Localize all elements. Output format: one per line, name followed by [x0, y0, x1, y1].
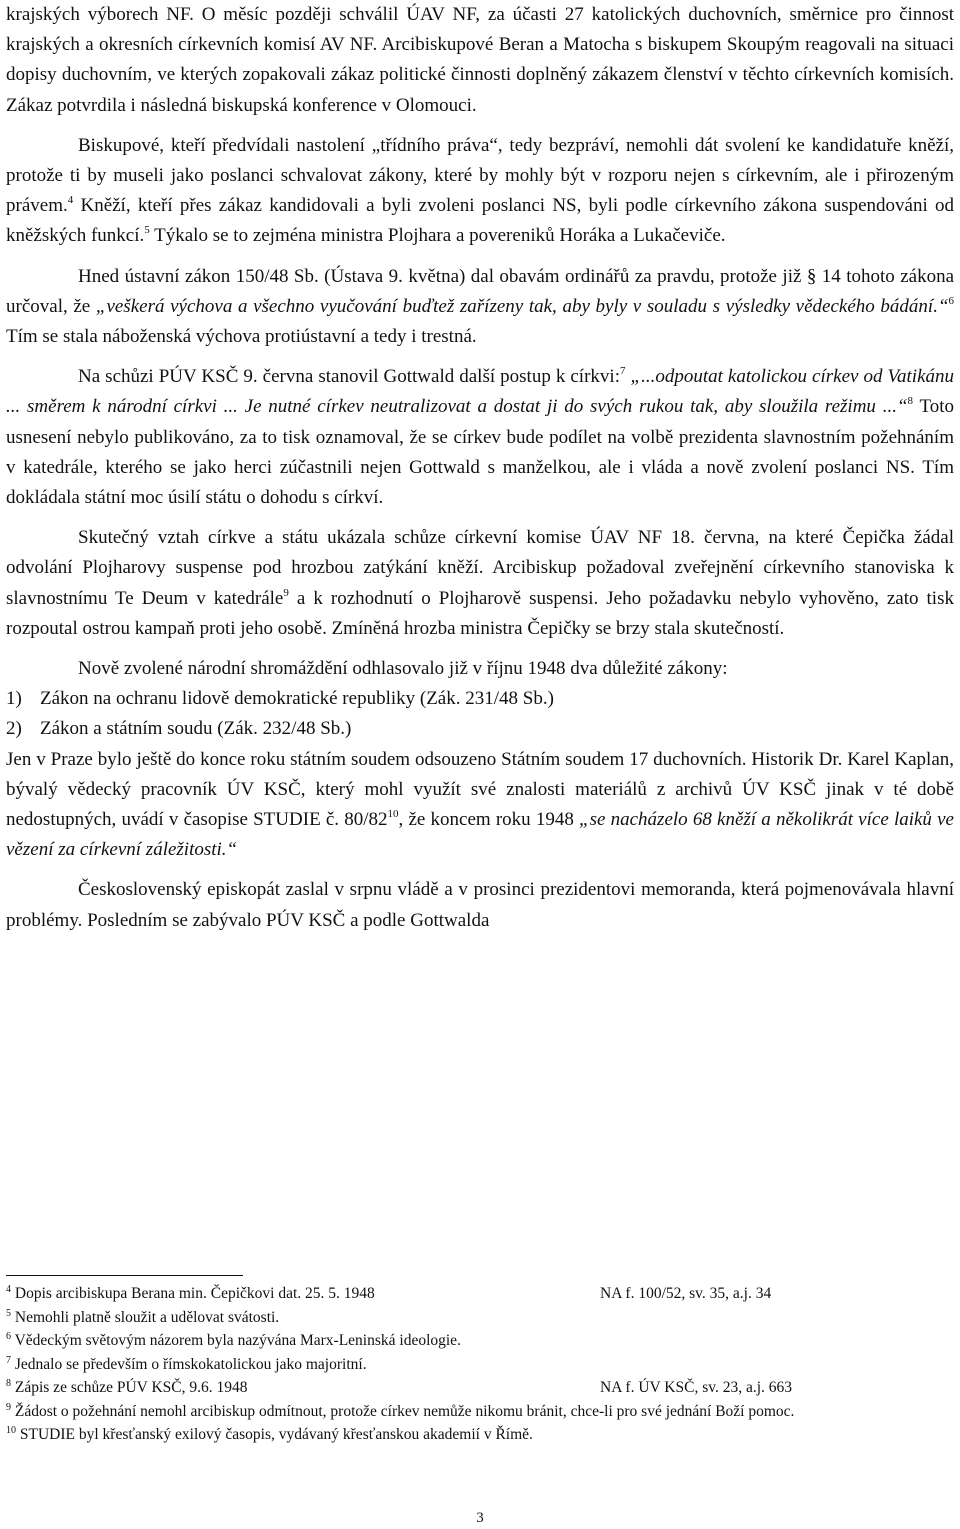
- footnote-number: 10: [6, 1425, 16, 1436]
- paragraph-1: [6, 0, 954, 121]
- list-item: [6, 684, 954, 714]
- paragraph-5: [6, 523, 954, 644]
- footnote-10: [6, 1423, 954, 1447]
- paragraph-1-text: krajských výborech NF. O měsíc později schválil ÚAV NF, za účasti 27 katolických duchovních, směrnice pro činnost krajských a okresních církevních komisí AV NF. Arcibiskupové Beran a Matocha s biskupem Skoupým reagovali na situaci dopisy duchovním, ve kterých zopakovali zákaz politické činnosti doplněný zákazem členství v těchto církevních komisích. Zákaz potvrdila i následná biskupská konference v Olomouci.: [6, 4, 954, 116]
- paragraph-3-text-b: Tím se stala náboženská výchova protiústavní a tedy i trestná.: [6, 326, 477, 348]
- footnote-ref-4: 4: [67, 194, 74, 207]
- paragraph-8-text: Československý episkopát zaslal v srpnu vládě a v prosinci prezidentovi memoranda, která pojmenovávala hlavní problémy. Posledním se zabývalo PÚV KSČ a podle Gottwalda: [6, 879, 954, 931]
- list-item: [6, 714, 954, 744]
- list-item-number: 1): [6, 688, 22, 710]
- footnote-ref-8: 8: [907, 395, 914, 408]
- footnote-ref-9: 9: [283, 586, 289, 599]
- footnote-8: [6, 1376, 954, 1400]
- footnote-text: Dopis arcibiskupa Berana min. Čepičkovi dat. 25. 5. 1948: [14, 1285, 375, 1302]
- paragraph-4-quote: „...odpoutat katolickou církev od Vatikánu ... směrem k národní církvi ... Je nutné církev neutralizovat a dostat ji do svých rukou tak, aby sloužila režimu ...“: [6, 366, 955, 418]
- paragraph-3: [6, 262, 954, 353]
- paragraph-7-text-a: Jen v Praze bylo ještě do konce roku státním soudem odsouzeno Státním soudem 17 duchovních. Historik Dr. Karel Kaplan, bývalý vědecký pracovník ÚV KSČ, který mohl využít své znalosti materiálů z archivů ÚV KSČ jinak v té době nedostupných, uvádí v časopise STUDIE č. 80/82: [6, 748, 954, 831]
- list-item-number: 2): [6, 718, 22, 740]
- paragraph-6-text: Nově zvolené národní shromáždění odhlasovalo již v říjnu 1948 dva důležité zákony:: [78, 658, 728, 680]
- footnote-6: [6, 1329, 954, 1353]
- paragraph-2-text-a: Biskupové, kteří předvídali nastolení „třídního práva“, tedy bezpráví, nemohli dát svolení ke kandidatuře kněží, protože ti by museli jako poslanci schvalovat zákony, které by mohly být v rozporu nejen s církevním, ale i přirozeným právem.: [6, 134, 954, 217]
- footnote-number: 6: [6, 1331, 11, 1342]
- paragraph-2: [6, 131, 954, 252]
- paragraph-6: [6, 654, 954, 684]
- footnote-ref-10: 10: [387, 808, 399, 821]
- footnote-source: NA f. 100/52, sv. 35, a.j. 34: [600, 1285, 772, 1302]
- paragraph-3-quote: „veškerá výchova a všechno vyučování buďtež zařízeny tak, aby byly v souladu s výsledky vědeckého bádání.“: [95, 295, 949, 317]
- footnote-5: [6, 1306, 954, 1330]
- footnote-text: Vědeckým světovým názorem byla nazývána Marx-Leninská ideologie.: [14, 1332, 461, 1349]
- footnote-ref-5: 5: [144, 224, 150, 237]
- paragraph-4-text-b: Toto usnesení nebylo publikováno, za to tisk oznamoval, že se církev bude podílet na volbě prezidenta slavnostním požehnáním v katedrále, kterého se jako herci zúčastnili nejen Gottwald s manželkou, ale i vláda a nově zvolení poslanci NS. Tím dokládala státní moc úsilí státu o dohodu s církví.: [6, 396, 954, 509]
- paragraph-5-text-b: a k rozhodnutí o Plojharově suspensi. Jeho požadavku nebylo vyhověno, zato tisk rozpoutal ostrou kampaň proti jeho osobě. Zmíněná hrozba ministra Čepičky se brzy stala skutečností.: [6, 587, 954, 639]
- footnote-ref-6: 6: [948, 294, 955, 307]
- footnote-text: Žádost o požehnání nemohl arcibiskup odmítnout, protože církev nemůže nikomu bránit, chce-li pro své jednání Boží pomoc.: [14, 1402, 795, 1420]
- paragraph-2-text-b: Kněží, kteří přes zákaz kandidovali a byli zvoleni poslanci NS, byli podle církevního zákona suspendováni od kněžských funkcí.: [6, 195, 954, 247]
- paragraph-4: [6, 362, 954, 513]
- footnote-7: [6, 1353, 954, 1377]
- footnote-number: 4: [6, 1284, 11, 1295]
- footnote-number: 5: [6, 1307, 11, 1319]
- paragraph-8: [6, 875, 954, 935]
- footnote-number: 7: [6, 1354, 11, 1366]
- list-item-text: Zákon a státním soudu (Zák. 232/48 Sb.): [40, 718, 352, 740]
- list-item-text: Zákon na ochranu lidově demokratické republiky (Zák. 231/48 Sb.): [40, 688, 554, 710]
- footnote-divider: [6, 1275, 243, 1276]
- footnote-text: Jednalo se především o římskokatolickou jako majoritní.: [14, 1355, 367, 1373]
- paragraph-7-quote: „se nacházelo 68 kněží a několikrát více laiků ve vězení za církevní záležitosti.“: [6, 809, 954, 861]
- paragraph-7-text-b: , že koncem roku 1948: [398, 809, 580, 831]
- footnote-text: STUDIE byl křesťanský exilový časopis, vydávaný křesťanskou akademií v Římě.: [19, 1426, 533, 1443]
- paragraph-2-text-c: Týkalo se to zejména ministra Plojhara a povereniků Horáka a Lukačeviče.: [149, 225, 726, 247]
- paragraph-5-text-a: Skutečný vztah církve a státu ukázala schůze církevní komise ÚAV NF 18. června, na které Čepička žádal odvolání Plojharovy suspense pod hrozbou zatýkání kněží. Arcibiskup požadoval zveřejnění církevního stanoviska k slavnostnímu Te Deum v katedrále: [6, 527, 954, 609]
- footnote-4: [6, 1282, 954, 1306]
- footnotes: [6, 1275, 954, 1447]
- paragraph-7: [6, 745, 954, 866]
- footnote-text: Zápis ze schůze PÚV KSČ, 9.6. 1948: [14, 1379, 248, 1396]
- body-text: [6, 0, 954, 936]
- paragraph-4-text-a: Na schůzi PÚV KSČ 9. června stanovil Gottwald další postup k církvi:: [78, 366, 620, 388]
- page-number: 3: [476, 1510, 484, 1526]
- footnote-text: Nemohli platně sloužit a udělovat svátosti.: [14, 1308, 280, 1326]
- footnote-source: NA f. ÚV KSČ, sv. 23, a.j. 663: [600, 1379, 793, 1396]
- footnote-number: 9: [6, 1401, 11, 1413]
- footnote-number: 8: [6, 1378, 11, 1389]
- paragraph-3-text-a: Hned ústavní zákon 150/48 Sb. (Ústava 9. května) dal obavám ordinářů za pravdu, protože již § 14 tohoto zákona určoval, že: [6, 265, 954, 317]
- footnote-9: [6, 1400, 954, 1424]
- footnote-ref-7: 7: [619, 365, 626, 378]
